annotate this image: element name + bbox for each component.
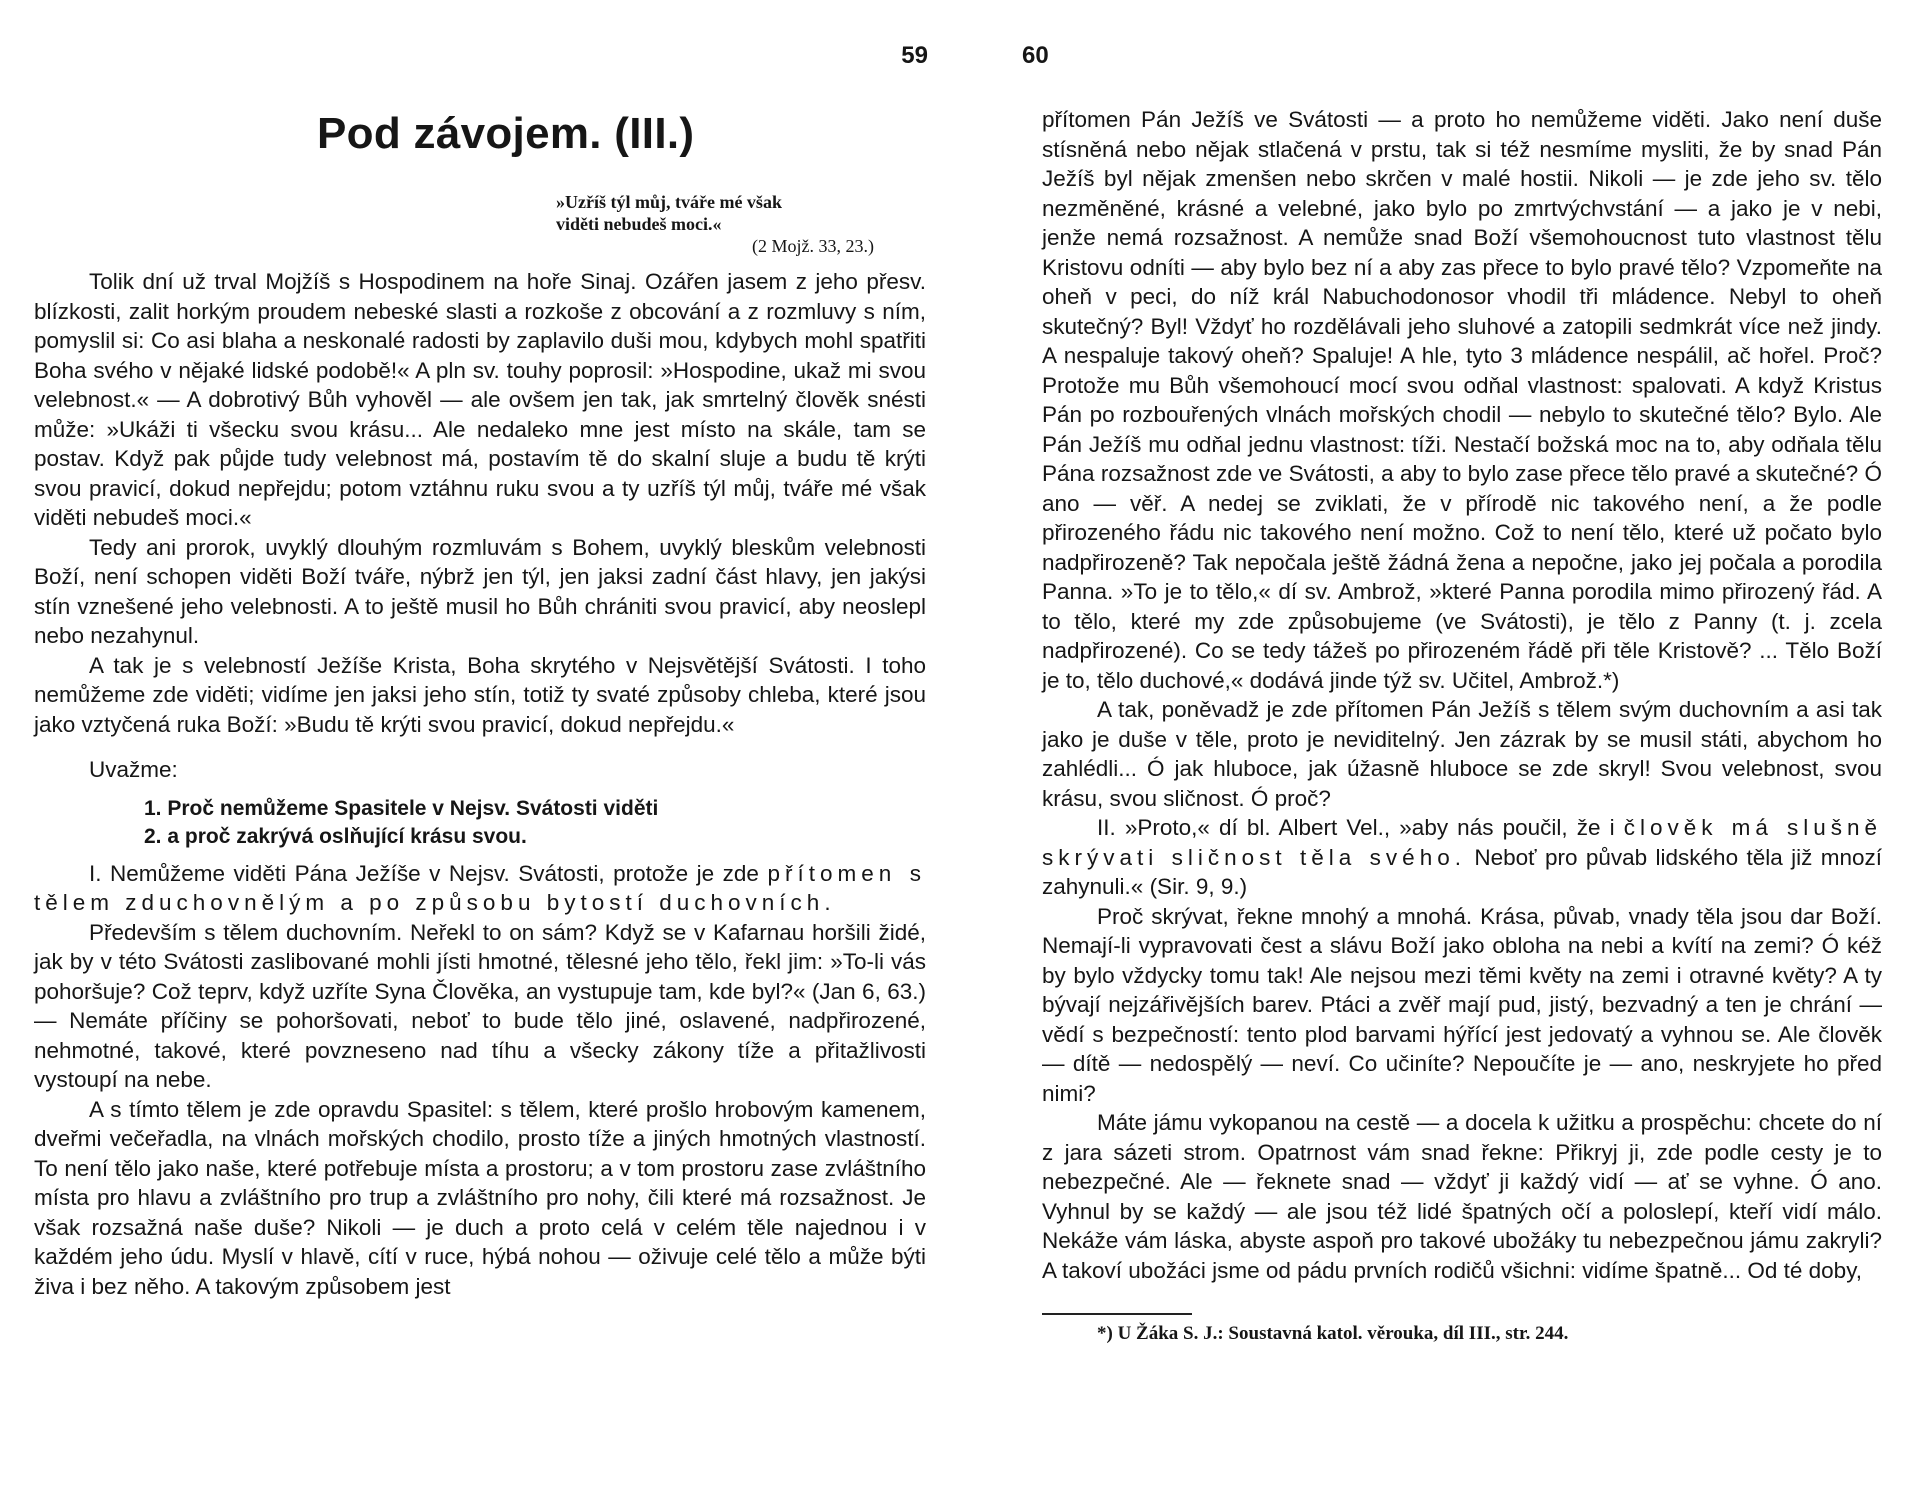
section-heading-2: 2. a proč zakrývá oslňující krásu svou. [144,824,527,848]
paragraph-right-1: přítomen Pán Ježíš ve Svátosti — a proto ho nemůžeme viděti. Jako není duše stísněná nebo nějak stlačená v prstu, tak si též nesmíme mysliti, že by snad Pán Ježíš byl nějak zmenšen nebo skrčen v malé hostii. Nikoli — je zde jeho sv. tělo nezměněné, krásné a velebné, jako bylo po zmrtvýchvstání — a jako je v nebi, jenže nemá rozsažnost. A nemůže snad Boží všemohoucnost tuto vlastnost tělu Kristovu odníti — aby bylo bez ní a aby zas přece to bylo pravé tělo? Vzpomeňte na oheň v peci, do níž král Nabuchodonosor vhodil tři mládence. Nebyl to oheň skutečný? Byl! Vždyť ho rozdělávali jeho sluhové a zatopili sedmkrát více než jindy. A nespaluje takový oheň? Spaluje! A hle, tyto 3 mládence nespálil, ač hořel. Proč? Protože mu Bůh všemohoucí mocí svou odňal vlastnost: spalovati. A když Kristus Pán po rozbouřených vlnách mořských chodil — nebylo to skutečné tělo? Bylo. Ale Pán Ježíš mu odňal jednu vlastnost: tíži. Nestačí božská moc na to, aby odňala tělu Pána rozsažnost zde ve Svátosti, a aby to bylo zase přece tělo pravé a skutečné? Ó ano — věř. A nedej se zviklati, že v přírodě nic takového není, a že podle přirozeného řádu nic takového není možno. Což to není tělo, které už počato bylo nadpřirozeně? Tak nepočala ještě žádná žena a nepočne, jako jej počala a porodila Panna. »To je to tělo,« dí sv. Ambrož, »které Panna porodila mimo přirozený řád. A to tělo, které my zde způsobujeme (ve Svátosti), je tělo z Panny (t. j. zcela nadpřirozené). Co se tedy tážeš po přirozeném řádě při těle Kristově? ... Tělo Boží je to, tělo duchové,« dodává jinde týž sv. Učitel, Ambrož.*) [1042,107,1882,693]
paragraph-right-4: Proč skrývat, řekne mnohý a mnohá. Krása, půvab, vnady těla jsou dar Boží. Nemají-li vypravovati čest a slávu Boží jako obloha na nebi a kvítí na zemi? Ó kéž by bylo vždycky tomu tak! Ale nejsou mezi těmi květy na zemi i otravné květy? A ty bývají nejzářivějších barev. Ptáci a zvěř mají pud, jistý, bezvadný a ten je chrání — vědí s bezpečností: tento plod barvami hýřící jest jedovatý a vyhnou se. Ale člověk — dítě — nedospělý — neví. Co učiníte? Nepoučíte je — ano, neskryjete ho před nimi? [1042,903,1882,1106]
right-column [1042,105,1882,1347]
section-heading-1: 1. Proč nemůžeme Spasitele v Nejsv. Svátosti viděti [144,796,659,820]
motto-line-2: viděti nebudeš moci.« [556,214,722,234]
paragraph-left-5: Především s tělem duchovním. Neřekl to on sám? Když se v Kafarnau horšili židé, jak by v této Svátosti zaslibované mohli jísti hmotné, tělesné jeho tělo, řekl jim: »To-li vás pohoršuje? Což teprv, když uzříte Syna Člověka, an vystupuje tam, kde byl?« (Jan 6, 63.) — Nemáte příčiny se pohoršovati, neboť to bude tělo jiné, oslavené, nadpřirozené, nehmotné, takové, které povzneseno nad tíhu a všecky zákony tíže a přitažlivosti vystoupí na nebe. [34,919,926,1092]
paragraph-left-1: Tolik dní už trval Mojžíš s Hospodinem na hoře Sinaj. Ozářen jasem z jeho přesv. blízkosti, zalit horkým proudem nebeské slasti a rozkoše z obcování a z rozmluvy s ním, pomyslil si: Co asi blaha a neskonalé radosti by zaplavilo duši mou, kdybych mohl spatřiti Boha svého v nějaké lidské podobě!« A pln sv. touhy poprosil: »Hospodine, ukaž mi svou velebnost.« — A dobrotivý Bůh vyhověl — ale ovšem jen tak, jak smrtelný člověk snésti může: »Ukáži ti všecku svou krásu... Ale nedaleko mne jest místo na skále, tam se postav. Když pak půjde tudy velebnost má, postavím tě do skalní sluje a budu tě krýti svou pravicí, dokud nepřejdu; potom vztáhnu ruku svou a ty uzříš týl můj, tváře mé však viděti nebudeš moci.« [34,269,926,530]
uvazme-label: Uvažme: [89,757,178,782]
paragraph-right-3-end: Neboť pro půvab lidského těla již mnozí zahynuli.« (Sir. 9, 9.) [1042,844,1882,899]
motto [556,191,926,257]
paragraph-left-4 [34,859,926,918]
paragraph-left-4-spaced: přítomen s tělem zduchovnělým a po způsobu bytostí duchovních. [34,860,926,915]
paragraph-left-2: Tedy ani prorok, uvyklý dlouhým rozmluvám s Bohem, uvyklý bleskům velebnosti Boží, není schopen viděti Boží tváře, nýbrž jen týl, jen jaksi zadní část hlavy, jen jakýsi stín vznešené jeho velebnosti. A to ještě musil ho Bůh chrániti svou pravicí, aby neoslepl nebo nezahynul. [34,534,926,648]
page-number-right: 60 [1022,42,1049,69]
paragraph-right-5: Máte jámu vykopanou na cestě — a docela k užitku a prospěchu: chcete do ní z jara sázeti strom. Opatrnost vám snad řekne: Přikryj ji, zde podle cesty je to nebezpečné. Ale — řeknete snad — vždyť ji každý vidí — ať se vyhne. Ó ano. Vyhnul by se každý — ale jsou též lidé špatných očí a poloslepí, kteří vidí málo. Nekáže vám láska, abyste aspoň pro takové ubožáky tu nebezpečnou jámu zakryli? A takoví ubožáci jsme od pádu prvních rodičů všichni: vidíme špatně... Od té doby, [1042,1110,1882,1283]
motto-line-1: »Uzříš týl můj, tváře mé však [556,192,782,212]
paragraph-right-3-text: II. »Proto,« dí bl. Albert Vel., »aby nás poučil, že i [1097,815,1615,840]
paragraph-right-2: A tak, poněvadž je zde přítomen Pán Ježíš s tělem svým duchovním a asi tak jako je duše v těle, proto je neviditelný. Jen zázrak by se musil státi, abychom ho zahlédli... Ó jak hluboce, jak úžasně hluboce se zde skryl! Svou velebnost, svou krásu, svou sličnost. Ó proč? [1042,697,1882,811]
paragraph-right-3-spaced: člověk má slušně skrývati sličnost těla svého. [1042,815,1882,870]
paragraph-left-4-text: I. Nemůžeme viděti Pána Ježíše v Nejsv. Svátosti, protože je zde [89,860,759,886]
right-page [964,0,1928,1500]
page-number-left: 59 [901,42,928,69]
footnote: *) U Žáka S. J.: Soustavná katol. věrouka, díl III., str. 244. [1097,1323,1569,1344]
chapter-title: Pod závojem. (III.) [317,109,695,158]
paragraph-left-6: A s tímto tělem je zde opravdu Spasitel: s tělem, které prošlo hrobovým kamenem, dveřmi večeřadla, na vlnách mořských chodilo, prosto tíže a jiných hmotných vlastností. To není tělo jako naše, které potřebuje místa a prostoru; a v tom prostoru zase zvláštního místa pro hlavu a zvláštního pro trup a zvláštního pro nohy, čili které má rozsažnost. Je však rozsažná naše duše? Nikoli — je duch a proto celá v celém těle najednou i v každém jeho údu. Myslí v hlavě, cítí v ruce, hýbá nohou — oživuje celé tělo a může býti živa i bez něho. A takovým způsobem jest [34,1096,926,1299]
motto-reference: (2 Mojž. 33, 23.) [752,236,874,256]
footnote-rule [1042,1313,1192,1315]
left-column [34,105,926,1301]
paragraph-right-3 [1042,813,1882,902]
paragraph-left-3: A tak je s velebností Ježíše Krista, Boha skrytého v Nejsvětější Svátosti. I toho nemůžeme zde viděti; vidíme jen jaksi jeho stín, totiž ty svaté způsoby chleba, které jsou jako vztyčená ruka Boží: »Budu tě krýti svou pravicí, dokud nepřejdu.« [34,652,926,737]
section-headings [144,795,926,851]
